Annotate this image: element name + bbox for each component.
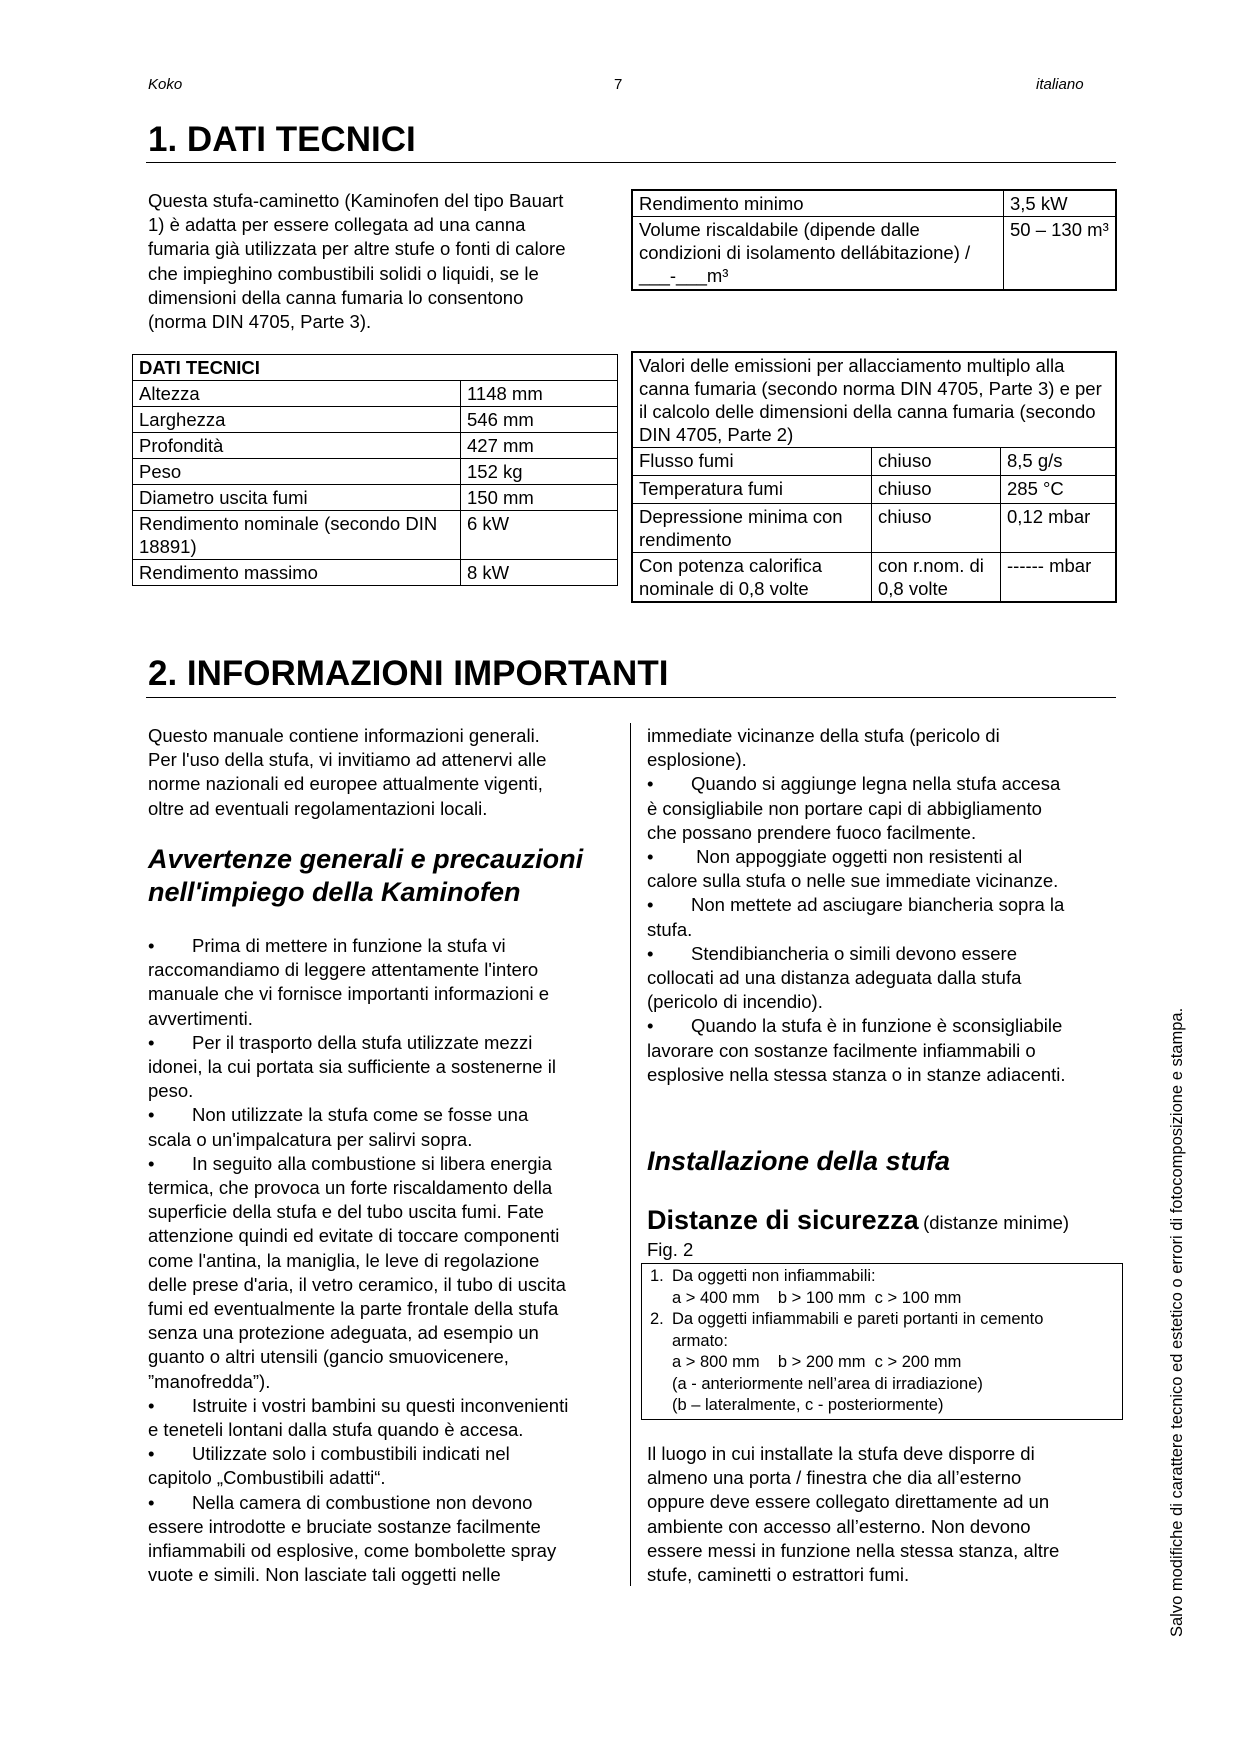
warning-line <box>148 1394 628 1418</box>
row-value: 6 kW <box>461 511 618 560</box>
technical-data-table <box>132 354 618 586</box>
emission-condition: chiuso <box>872 448 1001 476</box>
output-volume-table <box>631 189 1117 291</box>
row-label: Profondità <box>133 433 461 459</box>
warning-line <box>647 918 1117 942</box>
table-row <box>133 511 618 560</box>
warning-line <box>148 1152 628 1176</box>
line-text: infiammabili od esplosive, come bombolette spray <box>148 1540 557 1562</box>
warnings-heading <box>148 843 628 909</box>
line-text: esplosive nella stessa stanza o in stanze adiacenti. <box>647 1063 1066 1085</box>
table-row <box>632 217 1116 291</box>
bullet-icon: • <box>148 1491 155 1513</box>
warning-line <box>647 1063 1117 1087</box>
intro-line: che impieghino combustibili solidi o liquidi, se le <box>148 262 539 284</box>
row-label: Rendimento minimo <box>632 190 1004 217</box>
row-value: 427 mm <box>461 433 618 459</box>
emission-value: 0,12 mbar <box>1001 504 1117 553</box>
bullet-icon: • <box>647 773 654 795</box>
bullet-icon: • <box>148 1443 155 1465</box>
warning-line <box>647 893 1117 917</box>
row-label: Peso <box>133 459 461 485</box>
emission-value: ------ mbar <box>1001 553 1117 603</box>
heading-line: nell'impiego della Kaminofen <box>148 877 521 907</box>
warning-line <box>647 1014 1117 1038</box>
line-text: esplosione). <box>647 749 747 771</box>
section-2-rule <box>146 697 1116 698</box>
warning-line <box>148 1418 628 1442</box>
bullet-icon: • <box>148 1104 155 1126</box>
line-text: (b – lateralmente, c - posteriormente) <box>672 1396 944 1414</box>
warning-line <box>647 869 1117 893</box>
table-row <box>632 190 1116 217</box>
distance-line <box>650 1331 1116 1353</box>
line-text: a > 400 mm b > 100 mm c > 100 mm <box>672 1288 962 1307</box>
table-row <box>133 485 618 511</box>
table-row <box>632 504 1116 553</box>
bullet-icon: • <box>647 942 654 964</box>
line-text: stufa. <box>647 918 693 940</box>
row-label: Larghezza <box>133 407 461 433</box>
bullet-icon: • <box>148 935 155 956</box>
line-text: delle prese d'aria, il vetro ceramico, il tubo di uscita <box>148 1273 566 1295</box>
heading-line: Avvertenze generali e precauzioni <box>148 844 584 874</box>
emission-label: Con potenza calorifica nominale di 0,8 volte <box>632 553 872 603</box>
line-text: vuote e simili. Non lasciate tali oggetti nelle <box>148 1564 501 1586</box>
intro-line: Questo manuale contiene informazioni generali. <box>148 725 540 746</box>
line-text: lavorare con sostanze facilmente infiammabili o <box>647 1039 1036 1061</box>
line-text: e teneteli lontani dalla stufa quando è accesa. <box>148 1419 524 1441</box>
paragraph-line: Il luogo in cui installate la stufa deve disporre di <box>647 1443 1035 1464</box>
warning-line <box>647 966 1117 990</box>
row-value: 546 mm <box>461 407 618 433</box>
bullet-icon: • <box>148 1152 155 1174</box>
warning-line <box>647 845 1117 869</box>
table-row <box>133 459 618 485</box>
paragraph-line: oppure deve essere collegato direttamente ad un <box>647 1491 1050 1513</box>
warning-line <box>148 982 628 1006</box>
line-text: ”manofredda”). <box>148 1370 271 1392</box>
intro-line: oltre ad eventuali regolamentazioni locali. <box>148 797 488 819</box>
line-text: (a - anteriormente nell’area di irradiazione) <box>672 1374 983 1393</box>
warning-line <box>148 1128 628 1152</box>
distance-line <box>650 1266 1116 1288</box>
distance-line <box>650 1352 1116 1374</box>
warning-line <box>148 1224 628 1248</box>
line-text: idonei, la cui portata sia sufficiente a sostenerne il <box>148 1056 556 1078</box>
table-row <box>133 407 618 433</box>
page-number: 7 <box>614 76 623 93</box>
distance-line <box>650 1374 1116 1396</box>
emissions-table <box>631 351 1117 603</box>
emission-label: Depressione minima con rendimento <box>632 504 872 553</box>
row-value: 1148 mm <box>461 381 618 407</box>
table-row <box>632 553 1116 603</box>
line-text: raccomandiamo di leggere attentamente l'intero <box>148 959 539 981</box>
line-text: Istruite i vostri bambini su questi inconvenienti <box>192 1394 569 1416</box>
installation-heading: Installazione della stufa <box>647 1146 951 1176</box>
line-text: Da oggetti non infiammabili: <box>672 1267 876 1285</box>
warning-line <box>148 1273 628 1297</box>
line-text: Da oggetti infiammabili e pareti portanti in cemento <box>672 1310 1044 1328</box>
line-text: come l'antina, la maniglia, le leve di regolazione <box>148 1249 540 1271</box>
bullet-icon: • <box>647 846 654 868</box>
line-text: (pericolo di incendio). <box>647 991 823 1013</box>
warning-line <box>647 724 1117 748</box>
bullet-icon: • <box>148 1031 155 1053</box>
line-text: manuale che vi fornisce importanti informazioni e <box>148 983 550 1005</box>
table-row <box>133 381 618 407</box>
line-text: superficie della stufa e del tubo uscita fumi. Fate <box>148 1201 544 1223</box>
warning-line <box>148 1442 628 1466</box>
paragraph-line: ambiente con accesso all’esterno. Non devono <box>647 1515 1031 1537</box>
technical-data-table-title: DATI TECNICI <box>133 355 618 381</box>
row-value: 152 kg <box>461 459 618 485</box>
warning-line <box>647 821 1117 845</box>
safety-distance-title: Distanze di sicurezza <box>647 1205 919 1235</box>
column-divider <box>630 723 631 1586</box>
distance-line <box>650 1309 1116 1331</box>
line-text: Non utilizzate la stufa come se fosse una <box>192 1104 529 1126</box>
warning-line <box>647 1039 1117 1063</box>
section-2-intro <box>148 724 628 821</box>
list-number: 2. <box>650 1310 664 1328</box>
line-text: immediate vicinanze della stufa (pericolo di <box>647 725 1000 746</box>
safety-distance-subtitle: (distanze minime) <box>923 1212 1070 1233</box>
safety-distance-heading <box>647 1205 1069 1236</box>
row-label: Altezza <box>133 381 461 407</box>
emission-condition: chiuso <box>872 476 1001 504</box>
row-value: 150 mm <box>461 485 618 511</box>
line-text: a > 800 mm b > 200 mm c > 200 mm <box>672 1353 962 1371</box>
line-text: avvertimenti. <box>148 1007 253 1029</box>
warning-line <box>148 1297 628 1321</box>
row-value: 50 – 130 m³ <box>1004 217 1117 291</box>
installation-paragraph <box>647 1442 1117 1587</box>
line-text: è consigliabile non portare capi di abbigliamento <box>647 797 1042 819</box>
line-text: peso. <box>148 1080 194 1102</box>
section-1-title: 1. DATI TECNICI <box>148 120 416 159</box>
section-1-intro <box>148 189 628 334</box>
paragraph-line: almeno una porta / finestra che dia all’esterno <box>647 1467 1022 1489</box>
warning-line <box>148 1103 628 1127</box>
bullet-icon: • <box>148 1394 155 1416</box>
line-text: attenzione quindi ed evitate di toccare componenti <box>148 1225 560 1247</box>
intro-line: 1) è adatta per essere collegata ad una canna <box>148 214 526 236</box>
safety-distances-box <box>641 1263 1123 1420</box>
emission-value: 8,5 g/s <box>1001 448 1117 476</box>
paragraph-line: essere messi in funzione nella stessa stanza, altre <box>647 1539 1060 1561</box>
line-text: senza una protezione adeguata, ad esempio un <box>148 1322 539 1344</box>
emission-condition: con r.nom. di 0,8 volte <box>872 553 1001 603</box>
row-value: 8 kW <box>461 560 618 586</box>
warning-line <box>148 1079 628 1103</box>
figure-reference: Fig. 2 <box>647 1239 694 1260</box>
warning-line <box>148 1539 628 1563</box>
table-row <box>632 476 1116 504</box>
section-1-rule <box>146 162 1116 163</box>
warnings-left-column <box>148 934 628 1587</box>
table-row <box>133 560 618 586</box>
table-row <box>632 448 1116 476</box>
intro-line: Questa stufa-caminetto (Kaminofen del tipo Bauart <box>148 190 564 211</box>
line-text: Per il trasporto della stufa utilizzate mezzi <box>192 1031 533 1053</box>
row-label: Volume riscaldabile (dipende dalle condizioni di isolamento dellábitazione) / ___-___m³ <box>632 217 1004 291</box>
intro-line: (norma DIN 4705, Parte 3). <box>148 311 372 333</box>
warning-line <box>148 1007 628 1031</box>
intro-line: Per l'uso della stufa, vi invitiamo ad attenervi alle <box>148 749 547 771</box>
line-text: Stendibiancheria o simili devono essere <box>691 942 1017 964</box>
header-left: Koko <box>148 76 183 93</box>
warning-line <box>647 797 1117 821</box>
warning-line <box>148 1200 628 1224</box>
row-label: Rendimento nominale (secondo DIN 18891) <box>133 511 461 560</box>
line-text: Non appoggiate oggetti non resistenti al <box>691 846 1023 868</box>
warnings-right-column <box>647 724 1117 1087</box>
line-text: fumi ed eventualmente la parte frontale della stufa <box>148 1298 559 1320</box>
emission-condition: chiuso <box>872 504 1001 553</box>
warning-line <box>148 1321 628 1345</box>
warning-line <box>148 1515 628 1539</box>
warning-line <box>647 942 1117 966</box>
warning-line <box>148 1031 628 1055</box>
list-number: 1. <box>650 1267 664 1285</box>
warning-line <box>647 772 1117 796</box>
line-text: capitolo „Combustibili adatti“. <box>148 1467 386 1489</box>
warning-line <box>148 1466 628 1490</box>
line-text: In seguito alla combustione si libera energia <box>192 1152 552 1174</box>
paragraph-line: stufe, caminetti o estrattori fumi. <box>647 1564 910 1586</box>
line-text: Quando la stufa è in funzione è sconsigliabile <box>691 1015 1063 1037</box>
warning-line <box>148 958 628 982</box>
emissions-table-title: Valori delle emissioni per allacciamento multiplo alla canna fumaria (secondo norma DIN 4705, Parte 3) e per il calcolo delle dimensioni della canna fumaria (secondo DIN 4705, Parte 2) <box>632 352 1116 448</box>
bullet-icon: • <box>647 894 654 916</box>
line-text: armato: <box>672 1331 728 1350</box>
warning-line <box>647 990 1117 1014</box>
distance-line <box>650 1395 1116 1417</box>
line-text: Utilizzate solo i combustibili indicati nel <box>192 1443 510 1465</box>
warning-line <box>148 1563 628 1587</box>
emission-label: Temperatura fumi <box>632 476 872 504</box>
warning-line <box>148 934 628 958</box>
warning-line <box>148 1249 628 1273</box>
warning-line <box>148 1176 628 1200</box>
line-text: Nella camera di combustione non devono <box>192 1491 533 1513</box>
emission-value: 285 °C <box>1001 476 1117 504</box>
line-text: essere introdotte e bruciate sostanze facilmente <box>148 1515 541 1537</box>
row-value: 3,5 kW <box>1004 190 1117 217</box>
warning-line <box>647 748 1117 772</box>
row-label: Diametro uscita fumi <box>133 485 461 511</box>
line-text: Quando si aggiunge legna nella stufa accesa <box>691 773 1061 795</box>
line-text: Prima di mettere in funzione la stufa vi <box>192 935 506 956</box>
line-text: collocati ad una distanza adeguata dalla stufa <box>647 967 1022 989</box>
line-text: termica, che provoca un forte riscaldamento della <box>148 1177 553 1199</box>
intro-line: fumaria già utilizzata per altre stufe o fonti di calore <box>148 238 566 260</box>
row-label: Rendimento massimo <box>133 560 461 586</box>
warning-line <box>148 1055 628 1079</box>
line-text: Non mettete ad asciugare biancheria sopra la <box>691 894 1065 916</box>
header-right: italiano <box>1036 76 1084 93</box>
emission-label: Flusso fumi <box>632 448 872 476</box>
table-row <box>133 433 618 459</box>
line-text: guanto o altri utensili (gancio smuovicenere, <box>148 1346 509 1368</box>
intro-line: dimensioni della canna fumaria lo consentono <box>148 286 524 308</box>
line-text: che possano prendere fuoco facilmente. <box>647 821 977 843</box>
line-text: scala o un'impalcatura per salirvi sopra. <box>148 1128 473 1150</box>
distance-line <box>650 1288 1116 1310</box>
warning-line <box>148 1370 628 1394</box>
line-text: calore sulla stufa o nelle sue immediate vicinanze. <box>647 870 1059 892</box>
warning-line <box>148 1345 628 1369</box>
bullet-icon: • <box>647 1015 654 1037</box>
warning-line <box>148 1491 628 1515</box>
side-disclaimer: Salvo modifiche di carattere tecnico ed estetico o errori di fotocomposizione e stampa. <box>1168 1007 1186 1637</box>
section-2-title: 2. INFORMAZIONI IMPORTANTI <box>148 654 669 693</box>
intro-line: norme nazionali ed europee attualmente vigenti, <box>148 773 543 795</box>
